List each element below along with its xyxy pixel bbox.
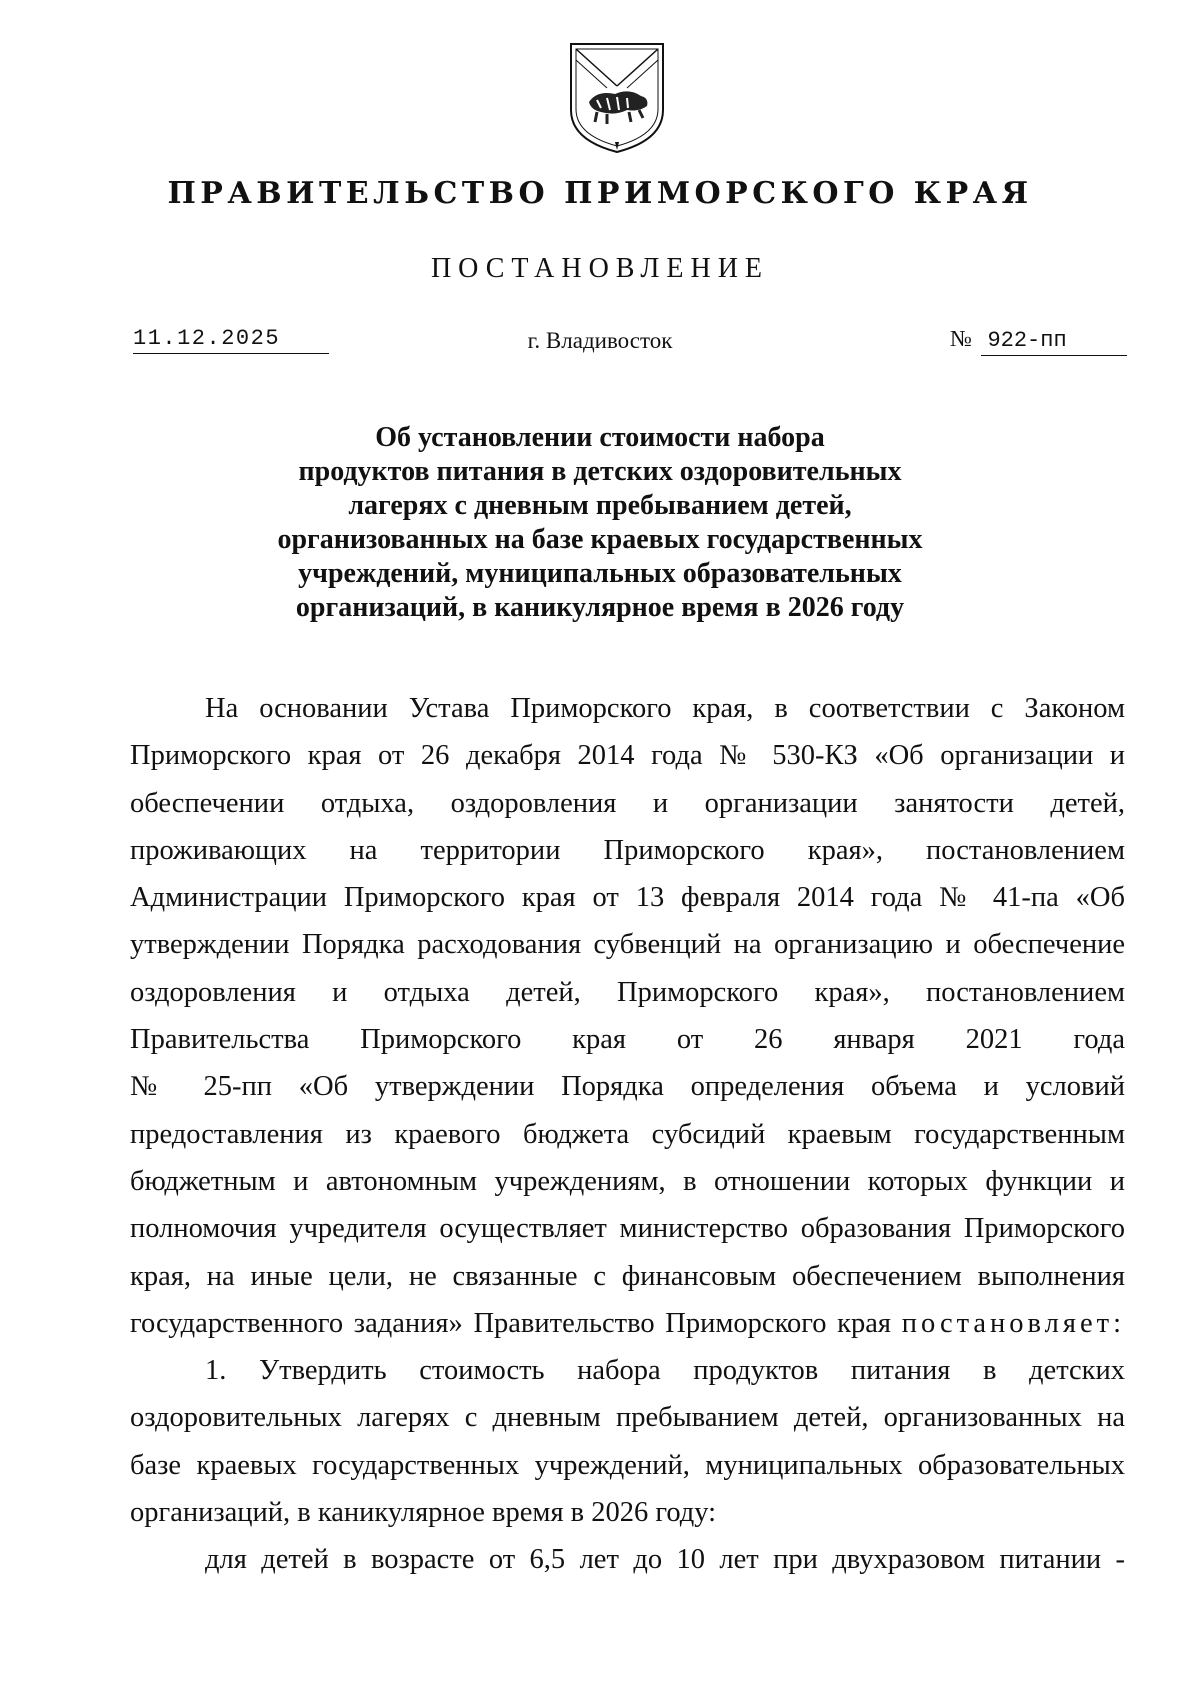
title-line: продуктов питания в детских оздоровительных (298, 456, 902, 487)
number-value: 922-пп (981, 328, 1127, 356)
body-line: предоставления из краевого бюджета субсидий краевым государственным (130, 1118, 1125, 1150)
resolves-word: постановляет: (901, 1307, 1125, 1339)
document-date: 11.12.2025 (133, 326, 329, 354)
title-line: Об установлении стоимости набора (375, 422, 825, 453)
document-title (0, 421, 1200, 625)
body-line: полномочия учредителя осуществляет министерство образования Приморского (130, 1213, 1125, 1245)
coat-of-arms-icon (567, 40, 667, 158)
body-line: организаций, в каникулярное время в 2026 году: (130, 1497, 717, 1529)
body-line: края, на иные цели, не связанные с финансовым обеспечением выполнения (130, 1260, 1125, 1292)
body-line: обеспечении отдыха, оздоровления и организации занятости детей, (130, 787, 1125, 819)
document-city: г. Владивосток (527, 328, 673, 353)
body-line: 1. Утвердить стоимость набора продуктов питания в детских (205, 1355, 1125, 1387)
document-number (950, 326, 1127, 356)
body-line: проживающих на территории Приморского края», постановлением (130, 834, 1125, 866)
organization-name: ПРАВИТЕЛЬСТВО ПРИМОРСКОГО КРАЯ (167, 176, 1033, 211)
body-line (130, 1300, 1125, 1347)
body-line: утверждении Порядка расходования субвенций на организацию и обеспечение (130, 929, 1125, 961)
body-line: На основании Устава Приморского края, в соответствии с Законом (205, 693, 1125, 724)
number-sign: № (950, 326, 972, 351)
body-line: Администрации Приморского края от 13 февраля 2014 года № 41-па «Об (130, 882, 1125, 914)
body-line: № 25-пп «Об утверждении Порядка определения объема и условий (130, 1071, 1125, 1103)
title-line: лагерях с дневным пребыванием детей, (348, 490, 852, 521)
body-line: бюджетным и автономным учреждениям, в отношении которых функции и (130, 1165, 1125, 1197)
body-line: Правительства Приморского края от 26 января 2021 года (130, 1024, 1125, 1056)
body-line-text: государственного задания» Правительство Приморского края (130, 1307, 892, 1339)
body-line: базе краевых государственных учреждений, муниципальных образовательных (130, 1449, 1125, 1481)
body-line: Приморского края от 26 декабря 2014 года № 530-КЗ «Об организации и (130, 740, 1125, 772)
body-line: оздоровительных лагерях с дневным пребыванием детей, организованных на (130, 1402, 1125, 1434)
body-line: оздоровления и отдыха детей, Приморского края», постановлением (130, 976, 1125, 1008)
document-type: ПОСТАНОВЛЕНИЕ (430, 253, 770, 284)
document-body (130, 685, 1125, 1584)
title-line: организаций, в каникулярное время в 2026 году (295, 592, 905, 623)
title-line: учреждений, муниципальных образовательных (298, 558, 902, 589)
title-line: организованных на базе краевых государственных (277, 524, 923, 555)
body-line: для детей в возрасте от 6,5 лет до 10 лет при двухразовом питании - (205, 1544, 1125, 1576)
